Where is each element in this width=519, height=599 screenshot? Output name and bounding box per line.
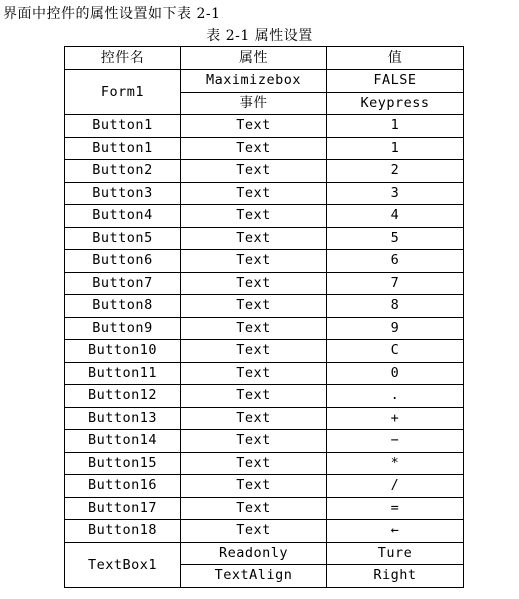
textbox-property-cell: TextAlign [181,565,327,588]
form-value-cell: FALSE [327,70,464,93]
value-cell: . [327,385,464,408]
header-row [65,47,464,70]
button-row [65,340,464,363]
button-row [65,362,464,385]
button-row [65,317,464,340]
button-row [65,385,464,408]
control-name-cell: Button17 [65,497,181,520]
button-row [65,407,464,430]
property-cell: Text [181,160,327,183]
property-cell: Text [181,182,327,205]
button-row [65,430,464,453]
property-cell: Text [181,385,327,408]
value-cell: + [327,407,464,430]
button-row [65,250,464,273]
header-property: 属性 [181,47,327,70]
control-name-cell: Button1 [65,137,181,160]
textbox-property-cell: Readonly [181,542,327,565]
control-name-cell: Button14 [65,430,181,453]
control-name-cell: Button7 [65,272,181,295]
table-caption: 表 2-1 属性设置 [206,28,313,44]
intro-text: 界面中控件的属性设置如下表 2-1 [3,6,221,22]
property-cell: Text [181,362,327,385]
property-cell: Text [181,272,327,295]
header-control: 控件名 [65,47,181,70]
value-cell: 8 [327,295,464,318]
button-row [65,295,464,318]
button-row [65,475,464,498]
control-name-cell: Button4 [65,205,181,228]
control-name-cell: Button2 [65,160,181,183]
value-cell: 1 [327,137,464,160]
form-name-cell: Form1 [65,70,181,115]
value-cell: − [327,430,464,453]
textbox-value-cell: Right [327,565,464,588]
control-name-cell: Button8 [65,295,181,318]
value-cell: 2 [327,160,464,183]
value-cell: = [327,497,464,520]
control-name-cell: Button16 [65,475,181,498]
button-row [65,137,464,160]
value-cell: 7 [327,272,464,295]
control-name-cell: Button10 [65,340,181,363]
value-cell: 4 [327,205,464,228]
button-row [65,115,464,138]
value-cell: 6 [327,250,464,273]
textbox-name-cell: TextBox1 [65,542,181,587]
control-name-cell: Button1 [65,115,181,138]
value-cell: 9 [327,317,464,340]
form-row [65,70,464,93]
button-row [65,160,464,183]
value-cell: 1 [327,115,464,138]
property-cell: Text [181,227,327,250]
value-cell: C [327,340,464,363]
property-cell: Text [181,452,327,475]
value-cell: / [327,475,464,498]
property-cell: Text [181,340,327,363]
form-property-cell: Maximizebox [181,70,327,93]
property-table [64,46,464,588]
value-cell: 0 [327,362,464,385]
property-cell: Text [181,295,327,318]
button-row [65,520,464,543]
control-name-cell: Button12 [65,385,181,408]
button-row [65,205,464,228]
value-cell: * [327,452,464,475]
button-row [65,182,464,205]
form-value-cell: Keypress [327,92,464,115]
control-name-cell: Button5 [65,227,181,250]
button-row [65,272,464,295]
textbox-row [65,542,464,565]
button-row [65,227,464,250]
control-name-cell: Button6 [65,250,181,273]
control-name-cell: Button11 [65,362,181,385]
property-cell: Text [181,520,327,543]
form-property-cell: 事件 [181,92,327,115]
property-cell: Text [181,407,327,430]
control-name-cell: Button13 [65,407,181,430]
property-cell: Text [181,430,327,453]
button-row [65,452,464,475]
property-cell: Text [181,317,327,340]
control-name-cell: Button3 [65,182,181,205]
header-value: 值 [327,47,464,70]
property-cell: Text [181,137,327,160]
control-name-cell: Button9 [65,317,181,340]
value-cell: 3 [327,182,464,205]
property-cell: Text [181,475,327,498]
property-cell: Text [181,205,327,228]
property-cell: Text [181,250,327,273]
textbox-value-cell: Ture [327,542,464,565]
control-name-cell: Button15 [65,452,181,475]
control-name-cell: Button18 [65,520,181,543]
value-cell: ← [327,520,464,543]
button-row [65,497,464,520]
property-cell: Text [181,497,327,520]
property-cell: Text [181,115,327,138]
value-cell: 5 [327,227,464,250]
